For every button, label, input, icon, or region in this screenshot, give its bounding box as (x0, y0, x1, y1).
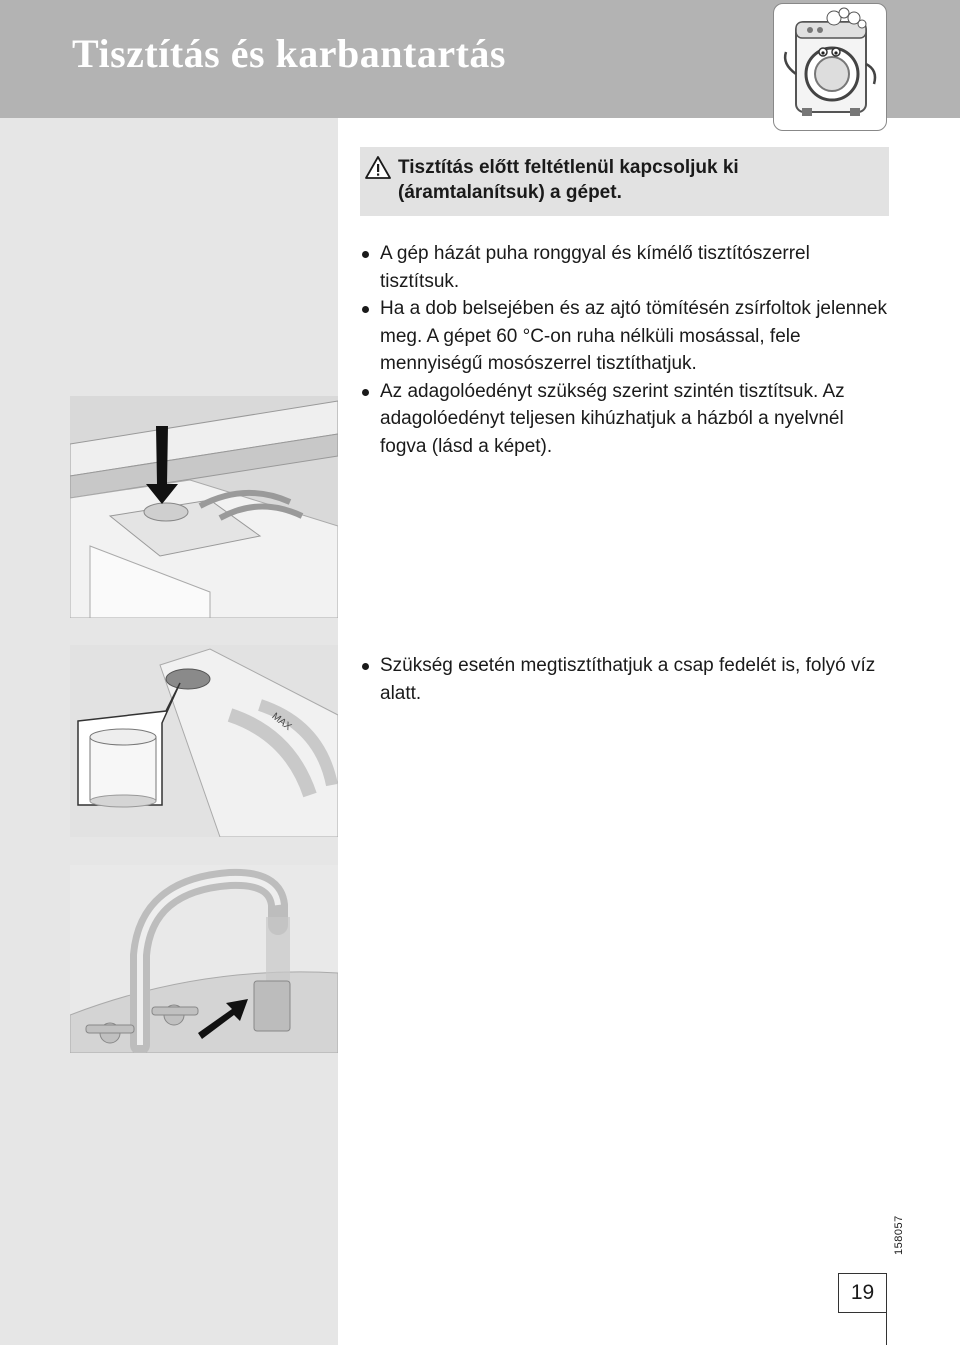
list-item: A gép házát puha ronggyal és kímélő tisztítószerrel tisztítsuk. (362, 240, 892, 295)
page-title: Tisztítás és karbantartás (72, 31, 506, 76)
cleaning-instructions-list (362, 240, 892, 460)
tap-cleaning-figure (70, 865, 338, 1053)
drawer-removal-figure (70, 396, 338, 618)
max-level-label: MAX (269, 710, 294, 733)
list-item: Az adagolóedényt szükség szerint szintén tisztítsuk. Az adagolóedényt teljesen kihúzhatjuk a házból a nyelvnél fogva (lásd a képet). (362, 378, 892, 461)
washing-machine-mascot-icon (773, 3, 887, 131)
warning-box (360, 147, 889, 216)
bullet-icon (362, 663, 369, 670)
page-number-rule (886, 1313, 887, 1345)
warning-triangle-icon (365, 156, 391, 179)
warning-text: Tisztítás előtt feltétlenül kapcsoljuk ki (áramtalanítsuk) a gépet. (398, 157, 739, 203)
page-number: 19 (838, 1273, 887, 1313)
document-code: 158057 (893, 1215, 905, 1255)
list-item: Ha a dob belsejében és az ajtó tömítésén zsírfoltok jelennek meg. A gépet 60 °C-on ruha nélküli mosással, fele mennyiségű mosószerrel tisztíthatjuk. (362, 295, 892, 378)
siphon-cap-figure (70, 645, 338, 837)
bullet-icon (362, 389, 369, 396)
tap-cleaning-list (362, 652, 892, 707)
bullet-icon (362, 306, 369, 313)
bullet-icon (362, 251, 369, 258)
list-item: Szükség esetén megtisztíthatjuk a csap fedelét is, folyó víz alatt. (362, 652, 892, 707)
